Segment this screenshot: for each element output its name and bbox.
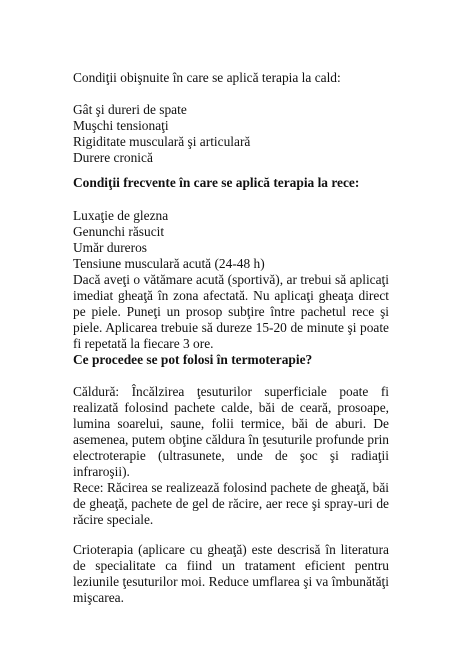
cold-condition-item: Tensiune musculară acută (24-48 h) (73, 256, 265, 271)
heat-condition-item: Durere cronică (73, 150, 153, 165)
procedures-heading: Ce procedee se pot folosi în termoterapie? (73, 352, 313, 367)
heat-condition-item: Gât şi dureri de spate (73, 102, 187, 117)
cold-condition-item: Genunchi răsucit (73, 224, 165, 239)
cold-procedures-paragraph: Rece: Răcirea se realizează folosind pachete de gheaţă, băi de gheaţă, pachete de gel de răcire, aer rece şi spray-uri de răcire speciale. (73, 480, 389, 528)
cold-heading: Condiţii frecvente în care se aplică terapia la rece: (73, 175, 360, 190)
cold-condition-item: Umăr dureros (73, 240, 147, 255)
heat-heading: Condiţii obişnuite în care se aplică terapia la cald: (73, 70, 341, 85)
heat-condition-item: Muşchi tensionaţi (73, 118, 169, 133)
cold-condition-item: Luxaţie de glezna (73, 208, 169, 223)
heat-procedures-paragraph: Căldură: Încălzirea ţesuturilor superficiale poate fi realizată folosind pachete calde, băi de ceară, prosoape, lumina soarelui, saune, folii termice, băi de aburi. De asemenea, putem obţine căldura în ţesuturile profunde prin electroterapie (ultrasunete, unde de şoc şi radiaţii infraroşii). (73, 384, 389, 480)
cold-advice-paragraph: Dacă aveţi o vătămare acută (sportivă), ar trebui să aplicaţi imediat gheaţă în zona afectată. Nu aplicaţi gheaţa direct pe piele. Puneţi un prosop subţire între pachetul rece şi piele. Aplicarea trebuie să dureze 15-20 de minute şi poate fi repetată la fiecare 3 ore. (73, 272, 389, 352)
heat-condition-item: Rigiditate musculară şi articulară (73, 134, 251, 149)
cryotherapy-paragraph: Crioterapia (aplicare cu gheaţă) este descrisă în literatura de specialitate ca fiind un tratament eficient pentru leziunile ţesuturilor moi. Reduce umflarea şi va îmbunătăţi mişcarea. (73, 542, 389, 606)
